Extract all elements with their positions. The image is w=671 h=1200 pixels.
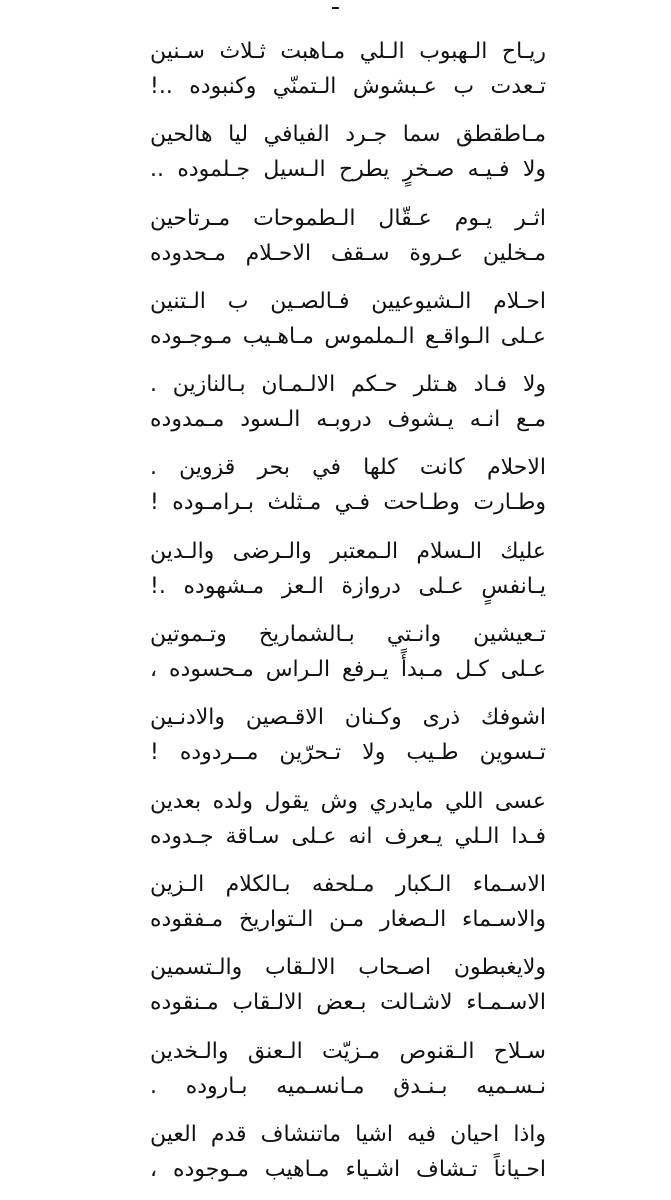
stanza-5 <box>150 367 546 450</box>
verse-line: فـدا الـلي يـعرف انه عـلى سـاقة جـدوده <box>150 823 546 849</box>
verse-line: اشوفك ذرى وكـنان الاقـصين والادنـين <box>150 705 546 731</box>
verse-line: ريـاح الـهبوب الـلي مـاهبت ثـلاث سـنين <box>150 39 546 64</box>
verse-line: احـلام الـشيوعيين فـالصـين ب الـتنين <box>150 288 546 314</box>
verse-line: عليك الـسلام الـمعتبر والـرضى والـدين <box>150 538 546 564</box>
verse-line: واذا احيان فيه اشيا ماتنشاف قدم العين <box>150 1121 546 1147</box>
stanza-7 <box>150 534 546 617</box>
poem-body <box>150 34 546 1200</box>
stanza-8 <box>150 617 546 700</box>
top-mark: ـ <box>332 0 339 15</box>
stanza-6 <box>150 450 546 533</box>
verse-line: نـسـميه بـنـدق مـانسـميه بـاروده . <box>150 1073 546 1099</box>
verse-line: مـع انـه يـشوف دروبـه الـسود مـمدوده <box>150 407 546 433</box>
verse-line: مـاطقطق سما جـرد الفيافي ليا هالحين <box>150 122 546 148</box>
stanza-2 <box>150 117 546 200</box>
verse-line: الاحلام كانت كلها في بحر قزوين . <box>150 455 546 481</box>
verse-line: مـخلين عـروة سـقف الاحـلام مـحدوده <box>150 240 546 266</box>
verse-line: والاسـماء الـصغار مـن الـتواريخ مـفقوده <box>150 906 546 932</box>
verse-line: الاسـمـاء لاشـالت بـعض الالـقاب مـنقوده <box>150 990 546 1016</box>
verse-line: تـعدت ب عـبشوش الـتمنّي وكنبوده ..! <box>150 74 546 99</box>
verse-line: عسى اللي مايدري وش يقول ولده بعدين <box>150 788 546 814</box>
stanza-12 <box>150 950 546 1033</box>
stanza-13 <box>150 1034 546 1117</box>
verse-line: الاسـماء الـكبار مـلحفه بـالكلام الـزين <box>150 871 546 897</box>
stanza-3 <box>150 201 546 284</box>
stanza-1 <box>150 34 546 117</box>
verse-line: تـعيشين وانـتي بـالشماريخ وتـموتين <box>150 622 546 648</box>
verse-line: وطـارت وطـاحت فـي مـثلث بـرامـوده ! <box>150 490 546 516</box>
verse-line: عـلى كـل مـبدأً يـرفع الـراس مـحسوده ، <box>150 657 546 683</box>
stanza-10 <box>150 784 546 867</box>
verse-line: يـانفسٍ عـلى دروازة الـعز مـشهوده .! <box>150 573 546 599</box>
stanza-14 <box>150 1117 546 1200</box>
verse-line: تـسوين طـيب ولا تـحرّين مــردوده ! <box>150 740 546 766</box>
verse-line: ولايغبطون اصـحاب الالـقاب والـتسمين <box>150 955 546 981</box>
stanza-4 <box>150 284 546 367</box>
verse-line: سـلاح الـقنوص مـزيّت الـعنق والـخدين <box>150 1038 546 1064</box>
verse-line: عـلى الـواقـع الـملموس مـاهـيب مـوجـوده <box>150 323 546 349</box>
verse-line: ولا فـاد هـتلر حـكم الالـمـان بـالنازين . <box>150 372 546 398</box>
verse-line: احـياناً تـشاف اشـياء مـاهيب مـوجوده ، <box>150 1156 546 1182</box>
verse-line: اثـر يـوم عـقّال الـطموحات مـرتاحين <box>150 205 546 231</box>
stanza-9 <box>150 700 546 783</box>
stanza-11 <box>150 867 546 950</box>
verse-line: ولا فـيـه صـخرٍ يطرح الـسيل جـلموده .. <box>150 157 546 183</box>
